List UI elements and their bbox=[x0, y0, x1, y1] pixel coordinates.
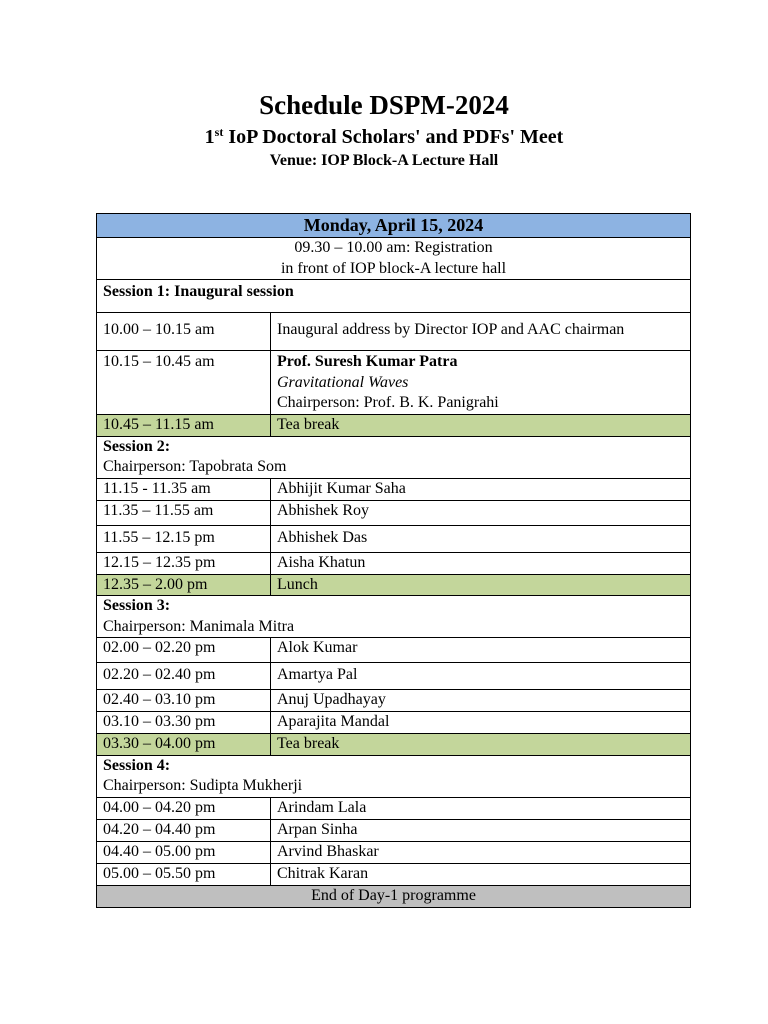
tea-break-row bbox=[97, 734, 691, 756]
time-cell: 12.15 – 12.35 pm bbox=[97, 552, 271, 574]
table-row bbox=[97, 819, 691, 841]
keynote-speaker: Prof. Suresh Kumar Patra bbox=[277, 353, 458, 370]
subtitle-text: IoP Doctoral Scholars' and PDFs' Meet bbox=[223, 126, 564, 148]
registration-time: 09.30 – 10.00 am: Registration bbox=[294, 239, 493, 256]
keynote-row bbox=[97, 351, 691, 415]
time-cell: 04.20 – 04.40 pm bbox=[97, 819, 271, 841]
session-4-header bbox=[97, 755, 691, 797]
table-row bbox=[97, 638, 691, 663]
time-cell: 03.30 – 04.00 pm bbox=[97, 734, 271, 756]
page-subtitle bbox=[0, 124, 768, 150]
registration-place: in front of IOP block-A lecture hall bbox=[280, 259, 507, 277]
session-1-header-row bbox=[97, 280, 691, 313]
table-row bbox=[97, 663, 691, 690]
time-cell: 11.15 - 11.35 am bbox=[97, 478, 271, 500]
session-2-title: Session 2: bbox=[103, 437, 171, 455]
time-cell: 02.40 – 03.10 pm bbox=[97, 690, 271, 712]
event-cell: Abhishek Das bbox=[271, 525, 691, 552]
time-cell: 11.35 – 11.55 am bbox=[97, 500, 271, 525]
table-row bbox=[97, 797, 691, 819]
session-3-title: Session 3: bbox=[103, 597, 171, 614]
table-row bbox=[97, 841, 691, 863]
time-cell: 02.00 – 02.20 pm bbox=[97, 638, 271, 663]
table-row bbox=[97, 863, 691, 885]
table-row bbox=[97, 313, 691, 351]
session-1-title: Session 1: Inaugural session bbox=[97, 280, 691, 313]
footer-row bbox=[97, 885, 691, 907]
event-cell: Lunch bbox=[271, 574, 691, 596]
subtitle-ordinal-suffix: st bbox=[214, 125, 224, 139]
event-cell: Inaugural address by Director IOP and AAC chairman bbox=[271, 313, 691, 351]
page-title: Schedule DSPM-2024 bbox=[259, 90, 509, 120]
time-cell: 11.55 – 12.15 pm bbox=[97, 525, 271, 552]
event-cell: Aparajita Mandal bbox=[271, 712, 691, 734]
event-cell: Anuj Upadhayay bbox=[271, 690, 691, 712]
registration-cell bbox=[97, 238, 691, 280]
event-cell: Alok Kumar bbox=[271, 638, 691, 663]
time-cell: 10.00 – 10.15 am bbox=[97, 313, 271, 351]
session-4-title: Session 4: bbox=[103, 756, 171, 774]
event-cell: Aisha Khatun bbox=[271, 552, 691, 574]
event-cell: Abhishek Roy bbox=[271, 500, 691, 525]
event-cell: Arindam Lala bbox=[271, 797, 691, 819]
event-cell: Tea break bbox=[271, 734, 691, 756]
session-2-header-row bbox=[97, 436, 691, 478]
day-header: Monday, April 15, 2024 bbox=[97, 214, 691, 238]
table-row bbox=[97, 552, 691, 574]
time-cell: 12.35 – 2.00 pm bbox=[97, 574, 271, 596]
time-cell: 04.40 – 05.00 pm bbox=[97, 841, 271, 863]
event-cell: Arvind Bhaskar bbox=[271, 841, 691, 863]
time-cell: 10.45 – 11.15 am bbox=[97, 415, 271, 437]
venue-line: Venue: IOP Block-A Lecture Hall bbox=[269, 152, 499, 169]
table-row bbox=[97, 525, 691, 552]
keynote-cell bbox=[271, 351, 691, 415]
table-row bbox=[97, 690, 691, 712]
time-cell: 05.00 – 05.50 pm bbox=[97, 863, 271, 885]
session-3-header-row bbox=[97, 596, 691, 638]
lunch-row bbox=[97, 574, 691, 596]
event-cell: Arpan Sinha bbox=[271, 819, 691, 841]
day-header-row bbox=[97, 214, 691, 238]
keynote-chair: Chairperson: Prof. B. K. Panigrahi bbox=[277, 394, 499, 411]
event-cell: Chitrak Karan bbox=[271, 863, 691, 885]
session-3-header bbox=[97, 596, 691, 638]
session-4-chair: Chairperson: Sudipta Mukherji bbox=[103, 777, 303, 794]
table-row bbox=[97, 478, 691, 500]
event-cell: Abhijit Kumar Saha bbox=[271, 478, 691, 500]
schedule-table bbox=[96, 213, 691, 908]
subtitle-ordinal: 1 bbox=[204, 126, 215, 148]
table-row bbox=[97, 500, 691, 525]
session-4-header-row bbox=[97, 755, 691, 797]
time-cell: 10.15 – 10.45 am bbox=[97, 351, 271, 415]
event-cell: Tea break bbox=[271, 415, 691, 437]
keynote-topic: Gravitational Waves bbox=[277, 373, 409, 391]
session-2-header bbox=[97, 436, 691, 478]
end-of-day-label: End of Day-1 programme bbox=[97, 885, 691, 907]
time-cell: 03.10 – 03.30 pm bbox=[97, 712, 271, 734]
table-row bbox=[97, 712, 691, 734]
time-cell: 04.00 – 04.20 pm bbox=[97, 797, 271, 819]
time-cell: 02.20 – 02.40 pm bbox=[97, 663, 271, 690]
registration-row bbox=[97, 238, 691, 280]
session-2-chair: Chairperson: Tapobrata Som bbox=[103, 458, 287, 475]
tea-break-row bbox=[97, 415, 691, 437]
event-cell: Amartya Pal bbox=[271, 663, 691, 690]
session-3-chair: Chairperson: Manimala Mitra bbox=[103, 617, 295, 635]
